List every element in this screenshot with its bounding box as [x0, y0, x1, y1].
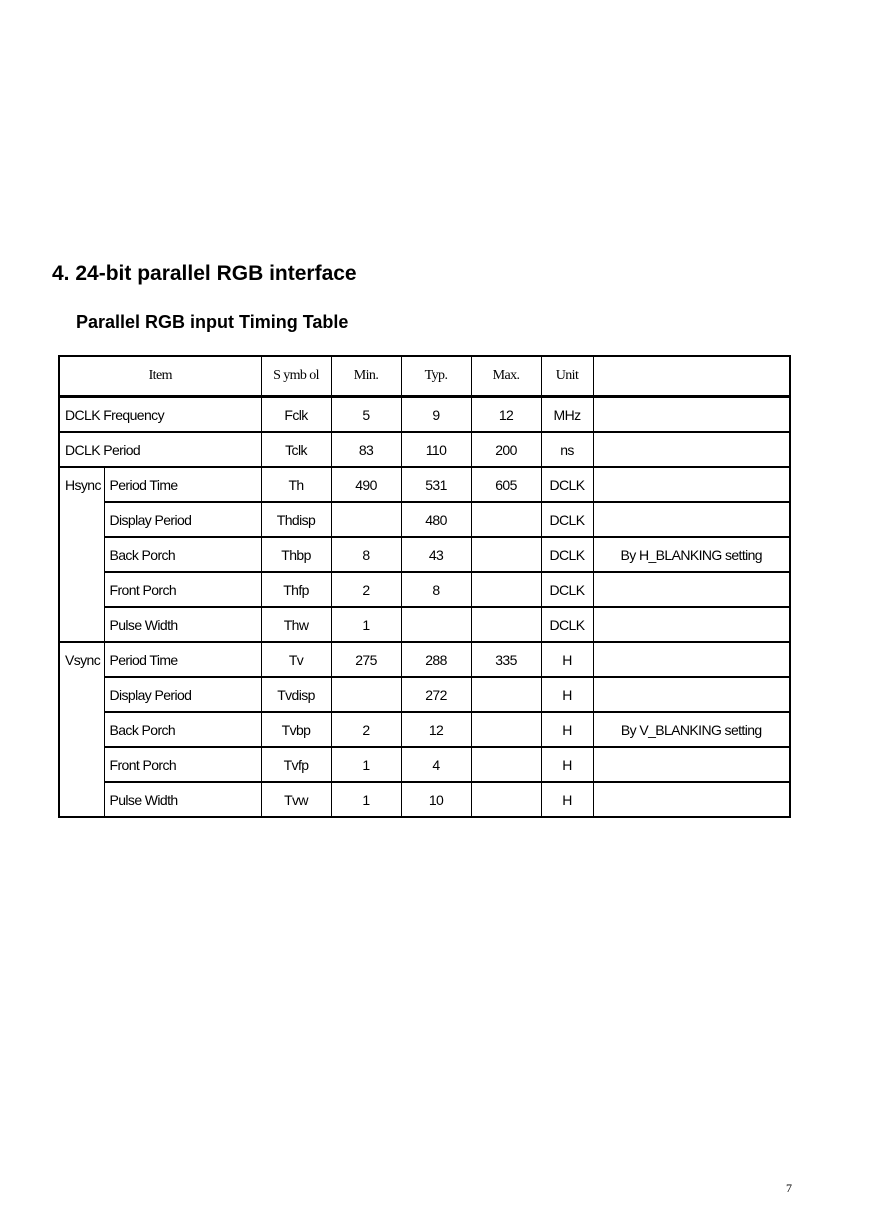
row-unit: H: [541, 782, 593, 817]
row-symbol: Thbp: [261, 537, 331, 572]
header-symbol: S ymb ol: [261, 356, 331, 397]
row-symbol: Thw: [261, 607, 331, 642]
row-unit: DCLK: [541, 607, 593, 642]
table-row: [59, 572, 790, 607]
header-unit: Unit: [541, 356, 593, 397]
row-item: Back Porch: [104, 537, 261, 572]
row-min: 1: [331, 782, 401, 817]
row-unit: DCLK: [541, 537, 593, 572]
row-typ: 288: [401, 642, 471, 677]
row-unit: H: [541, 677, 593, 712]
row-min: [331, 502, 401, 537]
header-note: [593, 356, 790, 397]
row-typ: [401, 607, 471, 642]
row-unit: ns: [541, 432, 593, 467]
table-row: [59, 607, 790, 642]
row-max: [471, 502, 541, 537]
row-typ: 110: [401, 432, 471, 467]
page-number: 7: [786, 1181, 792, 1195]
header-item: Item: [59, 356, 261, 397]
table-row: [59, 747, 790, 782]
row-unit: DCLK: [541, 467, 593, 502]
row-item: Front Porch: [104, 572, 261, 607]
row-item: Back Porch: [104, 712, 261, 747]
row-symbol: Tvbp: [261, 712, 331, 747]
row-max: [471, 782, 541, 817]
table-row: [59, 432, 790, 467]
row-max: 335: [471, 642, 541, 677]
row-symbol: Thfp: [261, 572, 331, 607]
row-min: 8: [331, 537, 401, 572]
table-row: [59, 782, 790, 817]
header-typ: Typ.: [401, 356, 471, 397]
row-symbol: Thdisp: [261, 502, 331, 537]
table-title: Parallel RGB input Timing Table: [76, 312, 349, 332]
vsync-group-label: Vsync: [59, 642, 104, 817]
row-max: [471, 572, 541, 607]
row-note: [593, 432, 790, 467]
row-max: 200: [471, 432, 541, 467]
row-min: 1: [331, 607, 401, 642]
row-typ: 12: [401, 712, 471, 747]
row-min: 490: [331, 467, 401, 502]
row-symbol: Tvw: [261, 782, 331, 817]
table-header-row: [59, 356, 790, 397]
row-min: 83: [331, 432, 401, 467]
row-symbol: Fclk: [261, 397, 331, 433]
row-note: [593, 607, 790, 642]
row-typ: 9: [401, 397, 471, 433]
row-item: Display Period: [104, 677, 261, 712]
row-typ: 480: [401, 502, 471, 537]
row-symbol: Th: [261, 467, 331, 502]
row-min: 5: [331, 397, 401, 433]
row-min: 2: [331, 572, 401, 607]
header-max: Max.: [471, 356, 541, 397]
table-row: [59, 502, 790, 537]
row-item: Pulse Width: [104, 607, 261, 642]
row-unit: DCLK: [541, 502, 593, 537]
row-min: 275: [331, 642, 401, 677]
row-min: 2: [331, 712, 401, 747]
row-typ: 531: [401, 467, 471, 502]
row-max: 12: [471, 397, 541, 433]
row-min: 1: [331, 747, 401, 782]
row-typ: 43: [401, 537, 471, 572]
row-symbol: Tvfp: [261, 747, 331, 782]
row-note: [593, 677, 790, 712]
row-item: Period Time: [104, 642, 261, 677]
row-note: [593, 572, 790, 607]
row-symbol: Tv: [261, 642, 331, 677]
row-note: By V_BLANKING setting: [593, 712, 790, 747]
table-row: [59, 642, 790, 677]
header-min: Min.: [331, 356, 401, 397]
row-typ: 10: [401, 782, 471, 817]
table-row: [59, 397, 790, 433]
row-typ: 272: [401, 677, 471, 712]
row-typ: 8: [401, 572, 471, 607]
table-row: [59, 677, 790, 712]
row-max: [471, 677, 541, 712]
row-symbol: Tclk: [261, 432, 331, 467]
row-note: [593, 642, 790, 677]
timing-table: [58, 355, 791, 818]
table-row: [59, 712, 790, 747]
row-item: DCLK Period: [59, 432, 261, 467]
row-item: Display Period: [104, 502, 261, 537]
row-typ: 4: [401, 747, 471, 782]
section-heading: 4. 24-bit parallel RGB interface: [52, 262, 357, 285]
row-max: [471, 537, 541, 572]
hsync-group-label: Hsync: [59, 467, 104, 642]
row-note: [593, 397, 790, 433]
row-unit: H: [541, 642, 593, 677]
row-unit: DCLK: [541, 572, 593, 607]
row-note: [593, 782, 790, 817]
row-item: Period Time: [104, 467, 261, 502]
row-unit: H: [541, 712, 593, 747]
row-note: [593, 467, 790, 502]
row-note: [593, 747, 790, 782]
row-max: [471, 747, 541, 782]
row-min: [331, 677, 401, 712]
row-item: DCLK Frequency: [59, 397, 261, 433]
row-note: [593, 502, 790, 537]
table-row: [59, 537, 790, 572]
row-max: [471, 712, 541, 747]
row-unit: MHz: [541, 397, 593, 433]
row-max: 605: [471, 467, 541, 502]
row-unit: H: [541, 747, 593, 782]
row-note: By H_BLANKING setting: [593, 537, 790, 572]
row-max: [471, 607, 541, 642]
table-row: [59, 467, 790, 502]
row-symbol: Tvdisp: [261, 677, 331, 712]
row-item: Front Porch: [104, 747, 261, 782]
row-item: Pulse Width: [104, 782, 261, 817]
